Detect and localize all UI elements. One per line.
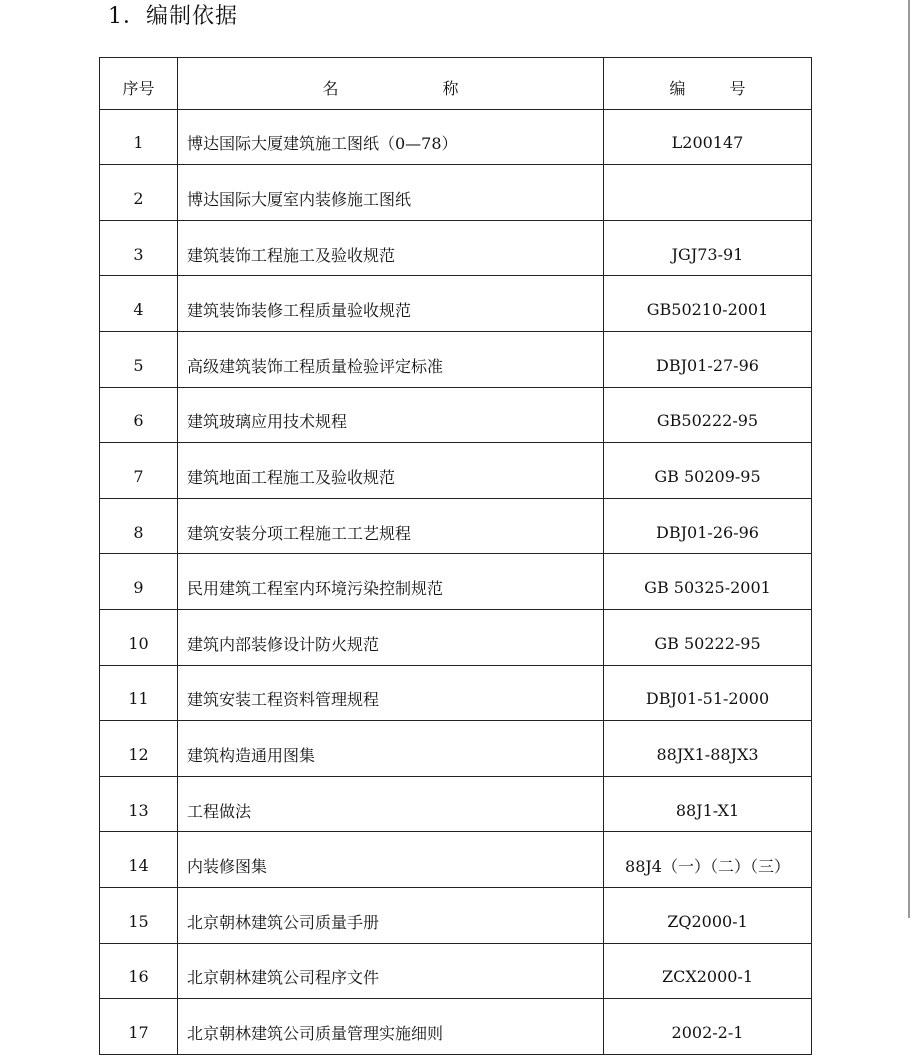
row-code: ZQ2000-1 — [604, 887, 812, 943]
row-name: 建筑构造通用图集 — [178, 721, 604, 777]
row-code: ZCX2000-1 — [604, 943, 812, 999]
row-code: 88J1-X1 — [604, 776, 812, 832]
row-number: 8 — [100, 498, 178, 554]
row-name: 建筑装饰工程施工及验收规范 — [178, 220, 604, 276]
row-number: 11 — [100, 665, 178, 721]
row-name: 建筑安装工程资料管理规程 — [178, 665, 604, 721]
row-code: GB50222-95 — [604, 387, 812, 443]
row-name: 北京朝林建筑公司质量手册 — [178, 887, 604, 943]
row-code: DBJ01-26-96 — [604, 498, 812, 554]
row-name: 高级建筑装饰工程质量检验评定标准 — [178, 331, 604, 387]
header-name-part2: 称 — [442, 78, 459, 98]
row-code: GB 50209-95 — [604, 443, 812, 499]
header-code-part2: 号 — [729, 78, 746, 98]
table-row — [100, 609, 812, 665]
row-name: 建筑玻璃应用技术规程 — [178, 387, 604, 443]
row-name: 博达国际大厦建筑施工图纸（0—78） — [178, 109, 604, 165]
row-name: 工程做法 — [178, 776, 604, 832]
table-row — [100, 109, 812, 165]
row-number: 12 — [100, 721, 178, 777]
row-number: 3 — [100, 220, 178, 276]
row-code: DBJ01-51-2000 — [604, 665, 812, 721]
row-name: 建筑内部装修设计防火规范 — [178, 609, 604, 665]
row-code: GB50210-2001 — [604, 276, 812, 332]
row-code: 2002-2-1 — [604, 999, 812, 1055]
row-code: GB 50222-95 — [604, 609, 812, 665]
header-no: 序号 — [100, 58, 178, 110]
row-number: 16 — [100, 943, 178, 999]
row-number: 14 — [100, 832, 178, 888]
table-row — [100, 276, 812, 332]
header-name — [178, 58, 604, 110]
table-row — [100, 776, 812, 832]
row-name: 建筑装饰装修工程质量验收规范 — [178, 276, 604, 332]
row-code — [604, 165, 812, 221]
row-name: 博达国际大厦室内装修施工图纸 — [178, 165, 604, 221]
table-header-row — [100, 58, 812, 110]
row-name: 民用建筑工程室内环境污染控制规范 — [178, 554, 604, 610]
header-name-part1: 名 — [322, 78, 339, 98]
header-code-part1: 编 — [669, 78, 686, 98]
row-name: 建筑地面工程施工及验收规范 — [178, 443, 604, 499]
section-heading: 1．编制依据 — [108, 4, 238, 29]
table-row — [100, 554, 812, 610]
row-name: 内装修图集 — [178, 832, 604, 888]
row-number: 15 — [100, 887, 178, 943]
row-name: 建筑安装分项工程施工工艺规程 — [178, 498, 604, 554]
header-code — [604, 58, 812, 110]
row-code: 88J4（一）（二）（三） — [604, 832, 812, 888]
row-code: DBJ01-27-96 — [604, 331, 812, 387]
row-number: 1 — [100, 109, 178, 165]
row-code: JGJ73-91 — [604, 220, 812, 276]
row-number: 2 — [100, 165, 178, 221]
table-row — [100, 721, 812, 777]
row-code: GB 50325-2001 — [604, 554, 812, 610]
table-row — [100, 498, 812, 554]
row-name: 北京朝林建筑公司质量管理实施细则 — [178, 999, 604, 1055]
row-number: 9 — [100, 554, 178, 610]
basis-table — [99, 57, 812, 1055]
row-number: 7 — [100, 443, 178, 499]
row-code: 88JX1-88JX3 — [604, 721, 812, 777]
table-row — [100, 443, 812, 499]
table-row — [100, 165, 812, 221]
row-number: 5 — [100, 331, 178, 387]
table-row — [100, 832, 812, 888]
table-row — [100, 220, 812, 276]
table-row — [100, 999, 812, 1055]
row-number: 6 — [100, 387, 178, 443]
row-name: 北京朝林建筑公司程序文件 — [178, 943, 604, 999]
table-row — [100, 387, 812, 443]
row-number: 17 — [100, 999, 178, 1055]
row-number: 4 — [100, 276, 178, 332]
table-row — [100, 665, 812, 721]
table-row — [100, 887, 812, 943]
table-row — [100, 331, 812, 387]
row-code: L200147 — [604, 109, 812, 165]
row-number: 13 — [100, 776, 178, 832]
row-number: 10 — [100, 609, 178, 665]
table-row — [100, 943, 812, 999]
